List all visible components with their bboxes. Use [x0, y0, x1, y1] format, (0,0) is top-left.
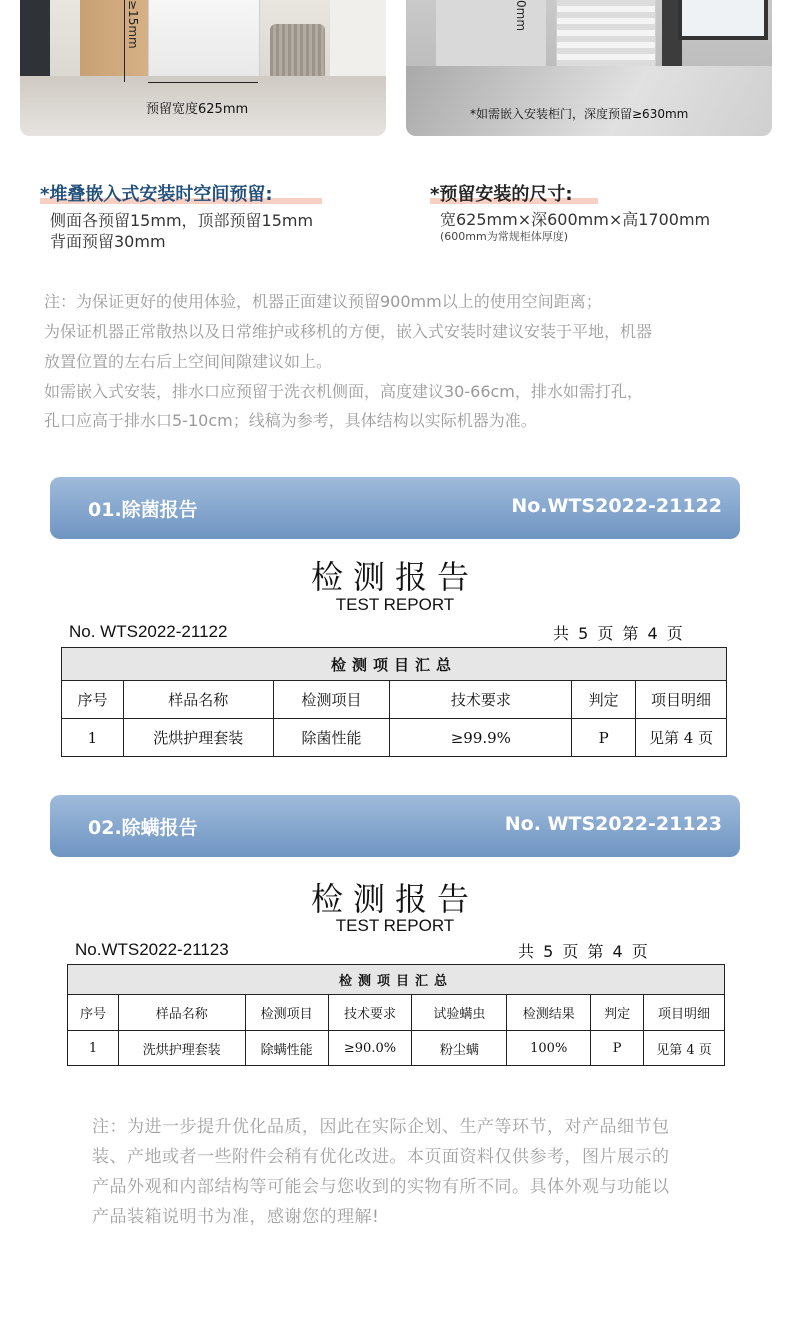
note-line-3: 放置位置的左右后上空间间隙建议如上。	[44, 352, 333, 371]
window	[678, 0, 768, 40]
report-subtitle: TEST REPORT	[335, 595, 455, 614]
col-header: 检测项目	[245, 995, 328, 1031]
wall-panel	[20, 0, 50, 80]
report-title: 检测报告	[310, 880, 479, 918]
col-header: 检测结果	[507, 995, 591, 1031]
banner-title: 02.除螨报告	[88, 817, 198, 839]
col-header: 项目明细	[644, 995, 725, 1031]
dimension-line-vertical	[124, 0, 125, 82]
stacked-install-line-2: 背面预留30mm	[50, 232, 166, 251]
col-header: 样品名称	[123, 681, 273, 719]
col-header: 检测项目	[273, 681, 390, 719]
report-summary-table	[61, 647, 727, 757]
summary-header: 检测项目汇总	[68, 965, 725, 995]
table-row	[68, 1031, 725, 1066]
side-gap-label: ≥15mm	[126, 0, 140, 49]
reserve-size-note: (600mm为常规柜体厚度)	[440, 230, 569, 243]
note-line-2: 为保证机器正常散热以及日常维护或移机的方便，嵌入式安装时建议安装于平地，机器	[44, 322, 653, 341]
door-panel	[330, 0, 386, 80]
width-reserve-caption: 预留宽度625mm	[146, 102, 249, 117]
washer-image	[148, 0, 260, 80]
table-cell: 见第 4 页	[636, 719, 727, 757]
depth-reserve-caption: *如需嵌入安装柜门，深度预留≥630mm	[470, 107, 689, 121]
table-cell: 粉尘螨	[412, 1031, 507, 1066]
disclaimer-line-3: 产品外观和内部结构等可能会与您收到的实物有所不同。具体外观与功能以	[92, 1177, 670, 1197]
banner-number: No. WTS2022-21123	[504, 813, 722, 835]
dimension-line-horizontal	[148, 82, 258, 83]
disclaimer-line-4: 产品装箱说明书为准，感谢您的理解!	[92, 1207, 380, 1227]
reserve-size-line: 宽625mm×深600mm×高1700mm	[440, 210, 711, 229]
table-cell: 除菌性能	[273, 719, 390, 757]
disclaimer-line-2: 装、产地或者一些附件会稍有优化改进。本页面资料仅供参考，图片展示的	[92, 1147, 670, 1167]
stacked-install-line-1: 侧面各预留15mm，顶部预留15mm	[50, 211, 314, 230]
col-header: 项目明细	[636, 681, 727, 719]
table-cell: 100%	[507, 1031, 591, 1066]
table-cell: 洗烘护理套装	[118, 1031, 245, 1066]
installation-photo-right	[406, 0, 772, 136]
col-header: 序号	[62, 681, 124, 719]
report-pages: 共 5 页 第 4 页	[553, 624, 685, 643]
note-line-5: 孔口应高于排水口5-10cm；线稿为参考，具体结构以实际机器为准。	[44, 411, 537, 430]
col-header: 技术要求	[390, 681, 572, 719]
depth-label: 0mm	[514, 0, 528, 32]
report-banner-1	[50, 477, 740, 539]
reserve-size-title: *预留安装的尺寸:	[430, 184, 573, 205]
laundry-basket	[270, 24, 325, 80]
report-title: 检测报告	[310, 558, 479, 596]
report-subtitle: TEST REPORT	[335, 916, 455, 935]
table-cell: 1	[68, 1031, 119, 1066]
table-cell: ≥90.0%	[328, 1031, 412, 1066]
banner-title: 01.除菌报告	[88, 499, 198, 521]
table-row	[62, 719, 727, 757]
banner-number: No.WTS2022-21122	[511, 495, 722, 517]
marble-floor	[406, 66, 772, 136]
note-line-4: 如需嵌入式安装，排水口应预留于洗衣机侧面，高度建议30-66cm，排水如需打孔，	[44, 382, 643, 401]
col-header: 判定	[591, 995, 644, 1031]
col-header: 判定	[572, 681, 636, 719]
stacked-install-title: *堆叠嵌入式安装时空间预留:	[40, 184, 273, 205]
table-cell: 见第 4 页	[644, 1031, 725, 1066]
report-summary-table	[67, 964, 725, 1066]
report-pages: 共 5 页 第 4 页	[518, 942, 650, 961]
col-header: 技术要求	[328, 995, 412, 1031]
report-number: No. WTS2022-21122	[69, 622, 228, 641]
report-number: No.WTS2022-21123	[75, 940, 229, 959]
table-cell: 洗烘护理套装	[123, 719, 273, 757]
table-cell: P	[572, 719, 636, 757]
installation-photo-left	[20, 0, 386, 136]
col-header: 样品名称	[118, 995, 245, 1031]
disclaimer-line-1: 注：为进一步提升优化品质，因此在实际企划、生产等环节，对产品细节包	[92, 1117, 670, 1137]
summary-header: 检测项目汇总	[62, 648, 727, 681]
table-cell: 除螨性能	[245, 1031, 328, 1066]
col-header: 试验螨虫	[412, 995, 507, 1031]
table-cell: P	[591, 1031, 644, 1066]
col-header: 序号	[68, 995, 119, 1031]
report-banner-2	[50, 795, 740, 857]
table-cell: 1	[62, 719, 124, 757]
note-line-1: 注：为保证更好的使用体验，机器正面建议预留900mm以上的使用空间距离；	[44, 292, 602, 311]
table-cell: ≥99.9%	[390, 719, 572, 757]
